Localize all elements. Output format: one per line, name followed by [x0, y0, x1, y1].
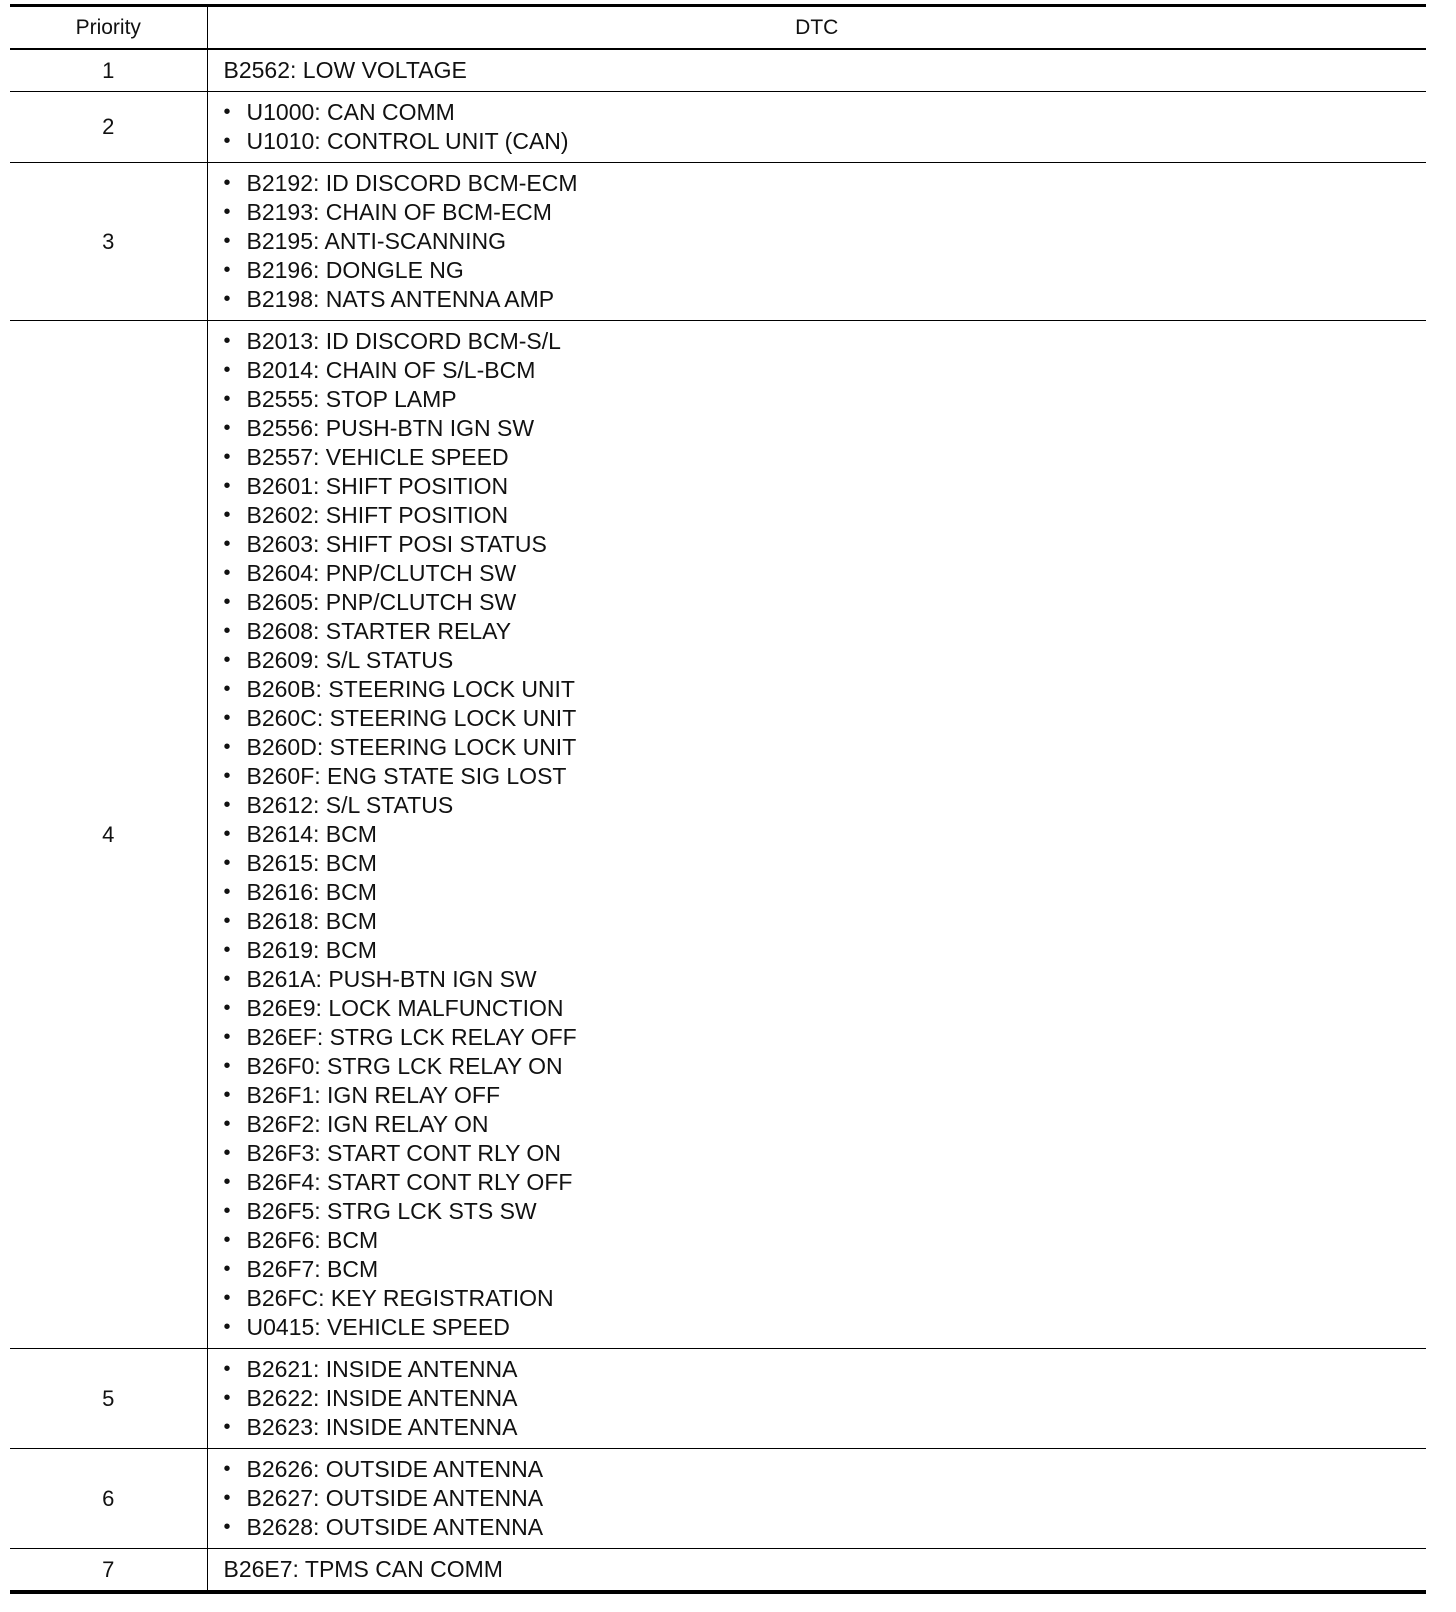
- dtc-list-item: • B2193: CHAIN OF BCM-ECM: [224, 198, 1427, 227]
- priority-cell: 5: [102, 1385, 115, 1411]
- dtc-list-item: • B2603: SHIFT POSI STATUS: [224, 530, 1427, 559]
- dtc-list-item: • B2618: BCM: [224, 907, 1427, 936]
- dtc-cell: [207, 1349, 1426, 1449]
- table-row: [10, 92, 1426, 163]
- dtc-list-item: • B2556: PUSH-BTN IGN SW: [224, 414, 1427, 443]
- dtc-list-item: • B2621: INSIDE ANTENNA: [224, 1355, 1427, 1384]
- dtc-cell: [207, 321, 1426, 1349]
- dtc-code: B26E7: TPMS CAN COMM: [223, 1556, 503, 1582]
- table-row: [10, 49, 1426, 92]
- dtc-list-item: • B26F5: STRG LCK STS SW: [224, 1197, 1427, 1226]
- priority-cell: 4: [102, 821, 115, 847]
- dtc-list-item: • B2626: OUTSIDE ANTENNA: [224, 1455, 1427, 1484]
- dtc-list-item: • B2616: BCM: [224, 878, 1427, 907]
- dtc-list-item: • B2614: BCM: [224, 820, 1427, 849]
- dtc-list-item: • B2192: ID DISCORD BCM-ECM: [224, 169, 1427, 198]
- dtc-list-item: • B2557: VEHICLE SPEED: [224, 443, 1427, 472]
- dtc-cell: [207, 1549, 1426, 1593]
- table-row: [10, 163, 1426, 321]
- dtc-list-item: • B2602: SHIFT POSITION: [224, 501, 1427, 530]
- dtc-cell: [207, 49, 1426, 92]
- dtc-list: [224, 1455, 1427, 1542]
- dtc-list: [224, 98, 1427, 156]
- table-row: [10, 1449, 1426, 1549]
- dtc-list-item: • B2612: S/L STATUS: [224, 791, 1427, 820]
- table-header-row: [10, 6, 1426, 50]
- dtc-list-item: • B26EF: STRG LCK RELAY OFF: [224, 1023, 1427, 1052]
- dtc-list-item: • B26E9: LOCK MALFUNCTION: [224, 994, 1427, 1023]
- dtc-list: [224, 1355, 1427, 1442]
- dtc-list-item: • B2623: INSIDE ANTENNA: [224, 1413, 1427, 1442]
- dtc-cell: [207, 163, 1426, 321]
- dtc-list-item: • B26F0: STRG LCK RELAY ON: [224, 1052, 1427, 1081]
- dtc-list-item: • B2013: ID DISCORD BCM-S/L: [224, 327, 1427, 356]
- dtc-list-item: • U1000: CAN COMM: [224, 98, 1427, 127]
- priority-cell: 2: [102, 114, 115, 139]
- table-row: [10, 1349, 1426, 1449]
- dtc-list-item: • B2604: PNP/CLUTCH SW: [224, 559, 1427, 588]
- dtc-list-item: • B2014: CHAIN OF S/L-BCM: [224, 356, 1427, 385]
- priority-cell: 7: [102, 1556, 115, 1582]
- dtc-list-item: • B2605: PNP/CLUTCH SW: [224, 588, 1427, 617]
- table-row: [10, 321, 1426, 1349]
- dtc-list-item: • B26F7: BCM: [224, 1255, 1427, 1284]
- dtc-list-item: • B2608: STARTER RELAY: [224, 617, 1427, 646]
- dtc-list-item: • B26FC: KEY REGISTRATION: [224, 1284, 1427, 1313]
- dtc-list-item: • B2627: OUTSIDE ANTENNA: [224, 1484, 1427, 1513]
- priority-column-header: Priority: [10, 6, 207, 50]
- dtc-list-item: • B2615: BCM: [224, 849, 1427, 878]
- dtc-list-item: • B2198: NATS ANTENNA AMP: [224, 285, 1427, 314]
- dtc-list-item: • B2628: OUTSIDE ANTENNA: [224, 1513, 1427, 1542]
- dtc-list-item: • B2555: STOP LAMP: [224, 385, 1427, 414]
- dtc-list-item: • B260B: STEERING LOCK UNIT: [224, 675, 1427, 704]
- dtc-list-item: • B2619: BCM: [224, 936, 1427, 965]
- dtc-list-item: • B260C: STEERING LOCK UNIT: [224, 704, 1427, 733]
- dtc-cell: [207, 1449, 1426, 1549]
- dtc-list-item: • B2601: SHIFT POSITION: [224, 472, 1427, 501]
- table-row: [10, 1549, 1426, 1593]
- table-body: [10, 49, 1426, 1592]
- dtc-list: [224, 327, 1427, 1342]
- dtc-list-item: • B26F1: IGN RELAY OFF: [224, 1081, 1427, 1110]
- dtc-list-item: • B26F3: START CONT RLY ON: [224, 1139, 1427, 1168]
- dtc-cell: [207, 92, 1426, 163]
- dtc-list-item: • B26F6: BCM: [224, 1226, 1427, 1255]
- dtc-list-item: • U0415: VEHICLE SPEED: [224, 1313, 1427, 1342]
- dtc-list-item: • B26F2: IGN RELAY ON: [224, 1110, 1427, 1139]
- dtc-code: B2562: LOW VOLTAGE: [223, 57, 467, 83]
- dtc-list-item: • B260D: STEERING LOCK UNIT: [224, 733, 1427, 762]
- dtc-list-item: • B2622: INSIDE ANTENNA: [224, 1384, 1427, 1413]
- dtc-list-item: • B260F: ENG STATE SIG LOST: [224, 762, 1427, 791]
- dtc-list-item: • B261A: PUSH-BTN IGN SW: [224, 965, 1427, 994]
- dtc-list-item: • B2195: ANTI-SCANNING: [224, 227, 1427, 256]
- priority-cell: 3: [102, 228, 115, 254]
- dtc-list-item: • B2609: S/L STATUS: [224, 646, 1427, 675]
- dtc-list-item: • U1010: CONTROL UNIT (CAN): [224, 127, 1427, 156]
- dtc-priority-table: [10, 4, 1426, 1594]
- priority-cell: 1: [102, 57, 115, 83]
- dtc-list-item: • B26F4: START CONT RLY OFF: [224, 1168, 1427, 1197]
- dtc-list: [224, 169, 1427, 314]
- dtc-column-header: DTC: [207, 6, 1426, 50]
- priority-cell: 6: [102, 1485, 115, 1511]
- dtc-list-item: • B2196: DONGLE NG: [224, 256, 1427, 285]
